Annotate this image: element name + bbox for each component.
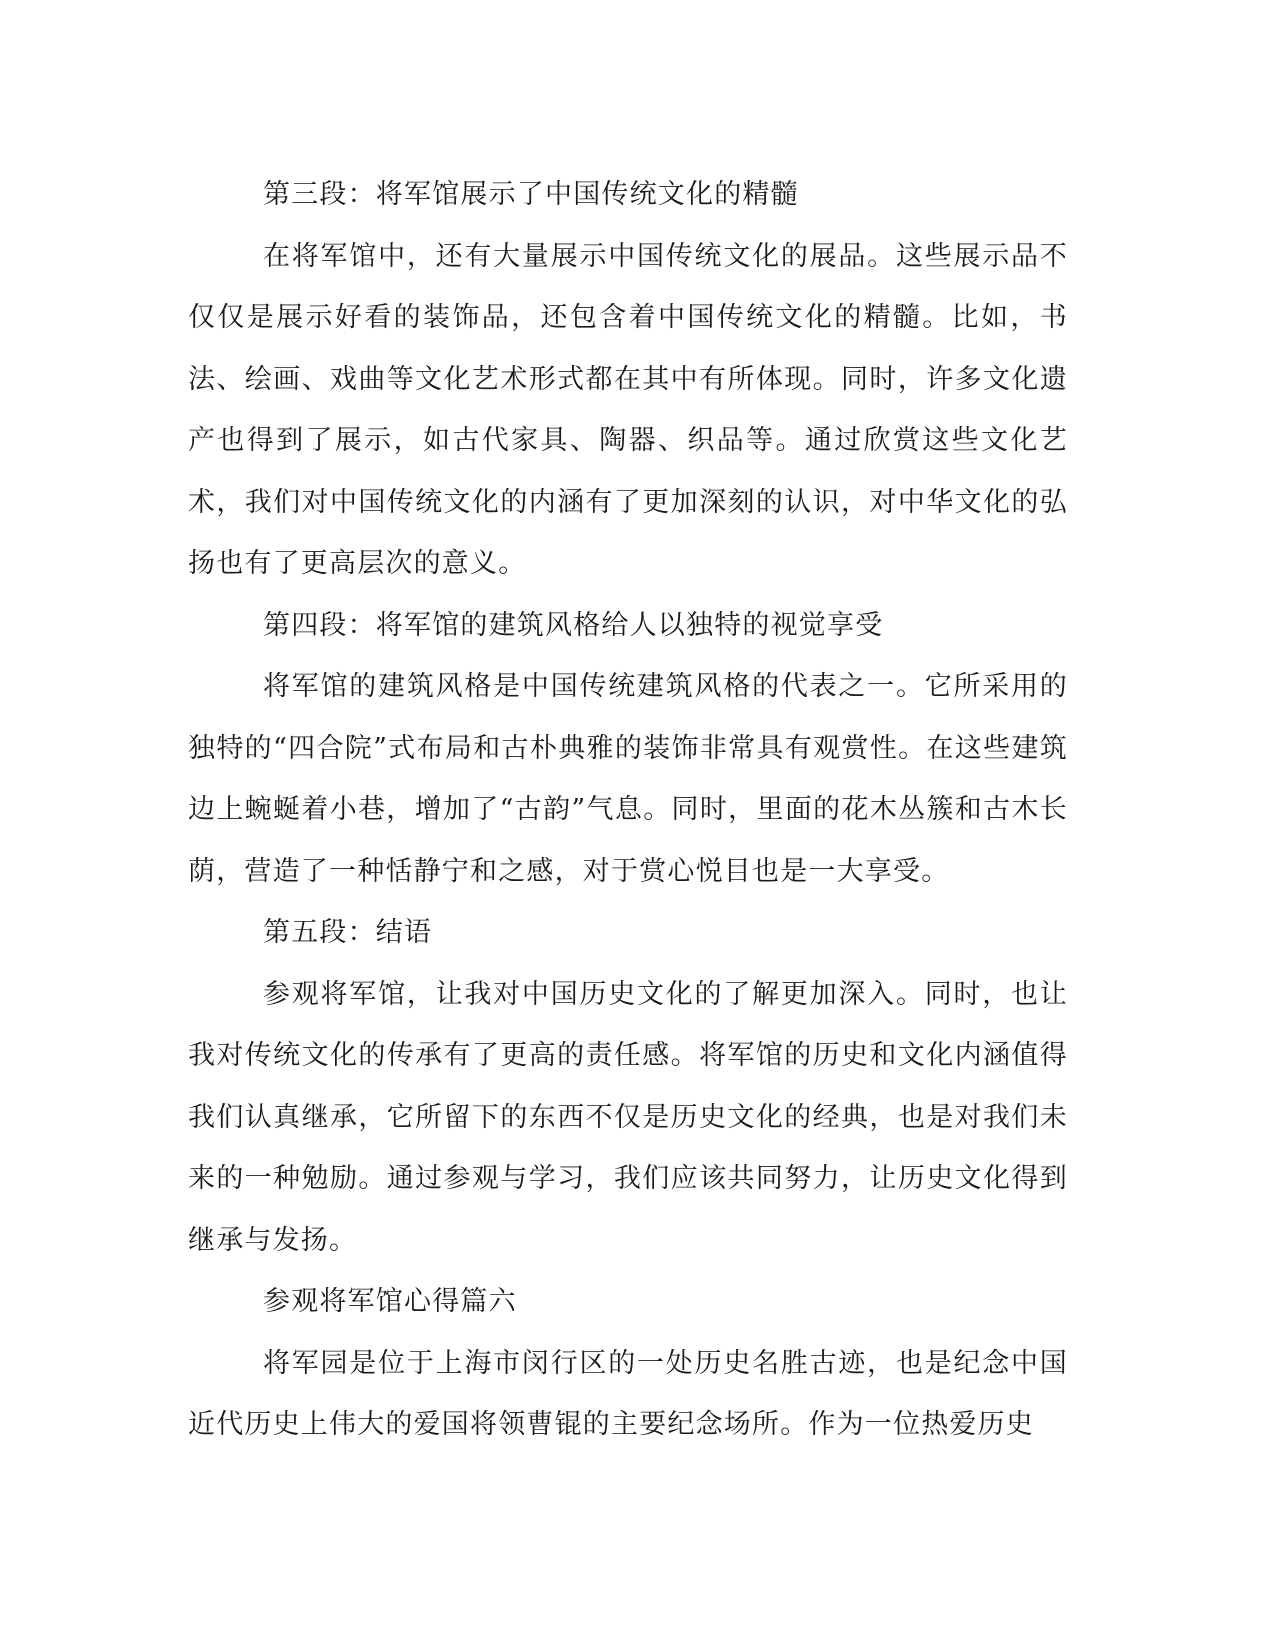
body-paragraph: 将军园是位于上海市闵行区的一处历史名胜古迹，也是纪念中国近代历史上伟大的爱国将领曹锟的主要纪念场所。作为一位热爱历史 [188, 1347, 1068, 1440]
article-title: 参观将军馆心得篇六 [263, 1286, 517, 1317]
section-heading-3: 第三段：将军馆展示了中国传统文化的精髓 [263, 179, 799, 210]
body-paragraph: 参观将军馆，让我对中国历史文化的了解更加深入。同时，也让我对传统文化的传承有了更高的责任感。将军馆的历史和文化内涵值得我们认真继承，它所留下的东西不仅是历史文化的经典，也是对我们未来的一种勉励。通过参观与学习，我们应该共同努力，让历史文化得到继承与发扬。 [188, 978, 1068, 1256]
document-body [188, 164, 1068, 1456]
section-heading-5: 第五段：结语 [263, 917, 433, 948]
body-paragraph: 将军馆的建筑风格是中国传统建筑风格的代表之一。它所采用的独特的“四合院”式布局和古朴典雅的装饰非常具有观赏性。在这些建筑边上蜿蜒着小巷，增加了“古韵”气息。同时，里面的花木丛簇和古木长荫，营造了一种恬静宁和之感，对于赏心悦目也是一大享受。 [188, 671, 1068, 887]
body-paragraph: 在将军馆中，还有大量展示中国传统文化的展品。这些展示品不仅仅是展示好看的装饰品，还包含着中国传统文化的精髓。比如，书法、绘画、戏曲等文化艺术形式都在其中有所体现。同时，许多文化遗产也得到了展示，如古代家具、陶器、织品等。通过欣赏这些文化艺术，我们对中国传统文化的内涵有了更加深刻的认识，对中华文化的弘扬也有了更高层次的意义。 [188, 240, 1068, 579]
section-heading-4: 第四段：将军馆的建筑风格给人以独特的视觉享受 [263, 609, 884, 641]
